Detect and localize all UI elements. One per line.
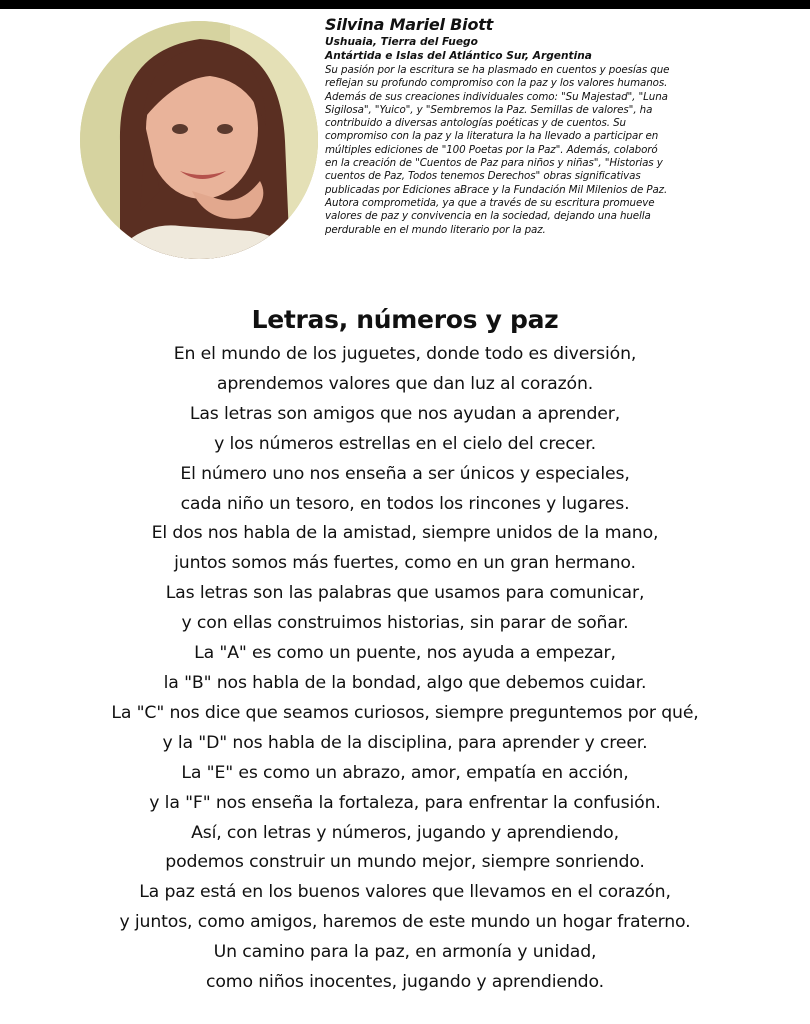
poem-line: y con ellas construimos historias, sin parar de soñar. bbox=[181, 613, 629, 634]
bio-line: perdurable en el mundo literario por la paz. bbox=[325, 223, 546, 236]
bio-line: Su pasión por la escritura se ha plasmado en cuentos y poesías que bbox=[325, 64, 670, 76]
poem-line: y juntos, como amigos, haremos de este mundo un hogar fraterno. bbox=[119, 912, 691, 933]
poem-line: En el mundo de los juguetes, donde todo es diversión, bbox=[173, 344, 637, 364]
poem-line: juntos somos más fuertes, como en un gran hermano. bbox=[174, 553, 636, 574]
bio-line: publicadas por Ediciones aBrace y la Fundación Mil Milenios de Paz. bbox=[325, 183, 668, 196]
poem-line: podemos construir un mundo mejor, siempre sonriendo. bbox=[165, 852, 645, 873]
poem-line: la "B" nos habla de la bondad, algo que debemos cuidar. bbox=[163, 672, 647, 693]
poem-line: Así, con letras y números, jugando y aprendiendo, bbox=[191, 822, 619, 843]
bio-line: valores de paz y convivencia en la sociedad, dejando una huella bbox=[325, 210, 651, 223]
poem-line: como niños inocentes, jugando y aprendiendo. bbox=[206, 972, 604, 993]
author-region: Antártida e Islas del Atlántico Sur, Argentina bbox=[325, 50, 592, 62]
poem-line: Un camino para la paz, en armonía y unidad, bbox=[213, 942, 597, 963]
author-bio-text bbox=[325, 64, 765, 237]
poem bbox=[0, 300, 810, 998]
top-border bbox=[0, 0, 810, 9]
poem-body bbox=[0, 340, 810, 998]
poem-line: El dos nos habla de la amistad, siempre unidos de la mano, bbox=[151, 523, 659, 544]
bio-line: compromiso con la paz y la literatura la ha llevado a participar en bbox=[325, 130, 659, 143]
poem-line: La paz está en los buenos valores que llevamos en el corazón, bbox=[139, 882, 671, 903]
poem-line: El número uno nos enseña a ser únicos y especiales, bbox=[180, 463, 630, 484]
poem-line: Las letras son las palabras que usamos para comunicar, bbox=[165, 583, 645, 604]
poem-line: La "E" es como un abrazo, amor, empatía en acción, bbox=[181, 762, 629, 783]
bio-line: Sigilosa", "Yuico", y "Sembremos la Paz. Semillas de valores", ha bbox=[325, 103, 653, 116]
bio-line: múltiples ediciones de "100 Poetas por la Paz". Además, colaboró bbox=[325, 143, 658, 156]
author-name: Silvina Mariel Biott bbox=[325, 15, 494, 34]
poem-line: y la "D" nos habla de la disciplina, para aprender y creer. bbox=[162, 732, 648, 753]
poem-line: cada niño un tesoro, en todos los rincones y lugares. bbox=[180, 493, 630, 514]
bio-line: reflejan su profundo compromiso con la paz y los valores humanos. bbox=[325, 77, 668, 90]
bio-line: en la creación de "Cuentos de Paz para niños y niñas", "Historias y bbox=[325, 157, 663, 170]
poem-line: La "A" es como un puente, nos ayuda a empezar, bbox=[194, 643, 616, 664]
poem-title: Letras, números y paz bbox=[251, 305, 559, 334]
poem-line: y la "F" nos enseña la fortaleza, para enfrentar la confusión. bbox=[149, 792, 661, 813]
bio-line: cuentos de Paz, Todos tenemos Derechos" obras significativas bbox=[325, 170, 641, 183]
poem-line: aprendemos valores que dan luz al corazón. bbox=[216, 373, 594, 394]
bio-line: Además de sus creaciones individuales como: "Su Majestad", "Luna bbox=[325, 90, 668, 103]
bio-line: contribuido a diversas antologías poéticas y de cuentos. Su bbox=[325, 117, 626, 130]
author-portrait bbox=[80, 21, 318, 259]
author-bio bbox=[325, 15, 765, 237]
poem-line: La "C" nos dice que seamos curiosos, siempre preguntemos por qué, bbox=[111, 702, 699, 723]
bio-line: Autora comprometida, ya que a través de su escritura promueve bbox=[325, 196, 655, 209]
poem-line: Las letras son amigos que nos ayudan a aprender, bbox=[189, 403, 621, 424]
poem-line: y los números estrellas en el cielo del crecer. bbox=[214, 433, 596, 454]
author-city: Ushuaia, Tierra del Fuego bbox=[325, 36, 478, 48]
